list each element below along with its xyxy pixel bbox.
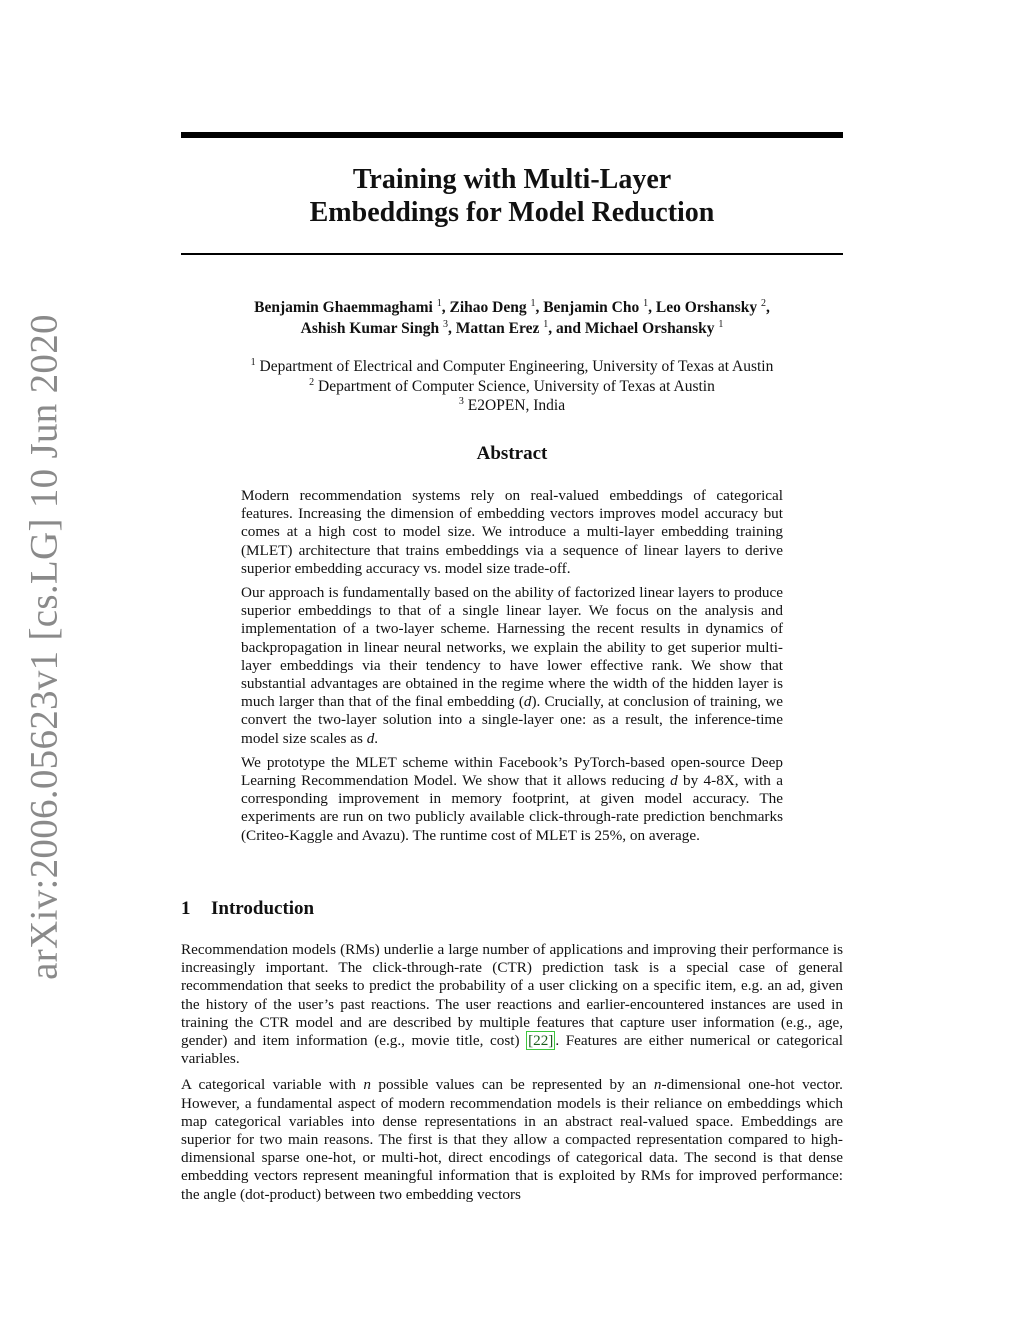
intro-paragraph: A categorical variable with n possible values can be represented by an n-dimensional one-hot vector. However, a fundamental aspect of modern recommendation models is their reliance on embeddings which map categorical variables into dense representations in an abstract real-valued space. Embeddings are superior for two main reasons. The first is that they allow a compacted representation compared to high-dimensional sparse one-hot, or multi-hot, direct encodings of categorical data. The second is that dense embedding vectors represent meaningful information that is exploited by RMs for improved performance: the angle (dot-product) between two embedding vectors	[181, 1076, 843, 1203]
title-top-rule	[181, 132, 843, 138]
abstract-heading: Abstract	[476, 443, 548, 464]
author-line-2: Ashish Kumar Singh $^3$, Mattan Erez $^1$, and Michael Orshansky $^1$	[300, 319, 724, 337]
affiliation-2: $^2$ Department of Computer Science, University of Texas at Austin	[309, 376, 715, 395]
citation-link[interactable]: [22]	[528, 1032, 554, 1050]
abstract-paragraph: Modern recommendation systems rely on real-valued embeddings of categorical features. Increasing the dimension of embedding vectors improves model accuracy but comes at a high cost to model size. We introduce a multi-layer embedding training (MLET) architecture that trains embeddings via a sequence of linear layers to derive superior embedding accuracy vs. model size trade-off.	[241, 487, 783, 577]
affiliation-3: $^3$ E2OPEN, India	[458, 396, 566, 414]
title-line-1: Training with Multi-Layer	[352, 164, 672, 195]
author-list	[150, 297, 874, 339]
affiliation-1: $^1$ Department of Electrical and Computer Engineering, University of Texas at Austin	[250, 357, 774, 375]
title-line-2: Embeddings for Model Reduction	[309, 197, 715, 228]
abstract-paragraph: We prototype the MLET scheme within Facebook’s PyTorch-based open-source Deep Learning Recommendation Model. We show that it allows reducing d by 4-8X, with a corresponding improvement in memory footprint, at given model accuracy. The experiments are run on two publicly available click-through-rate prediction benchmarks (Criteo-Kaggle and Avazu). The runtime cost of MLET is 25%, on average.	[241, 753, 783, 844]
arxiv-identifier: arXiv:2006.05623v1 [cs.LG] 10 Jun 2020	[22, 314, 66, 980]
paper-title	[181, 163, 843, 229]
section-heading-introduction: 1 Introduction	[181, 898, 315, 919]
abstract-paragraph: Our approach is fundamentally based on the ability of factorized linear layers to produce superior embeddings to that of a single linear layer. We focus on the analysis and implementation of a two-layer scheme. Harnessing the recent results in dynamics of backpropagation in linear neural networks, we explain the ability to get superior multi-layer embeddings via their tendency to have lower effective rank. We show that substantial advantages are obtained in the regime where the width of the hidden layer is much larger than that of the final embedding (d). Crucially, at conclusion of training, we convert the two-layer solution into a single-layer one: as a result, the inference-time model size scales as d.	[241, 584, 783, 747]
arxiv-sidebar	[0, 0, 90, 1325]
affiliations	[181, 357, 843, 416]
intro-paragraph: Recommendation models (RMs) underlie a large number of applications and improving their performance is increasingly important. The click-through-rate (CTR) prediction task is a special case of general recommendation that seeks to predict the probability of a user clicking on a specific item, e.g. an ad, given the history of the user’s past reactions. The user reactions and earlier-encountered instances are used in training the CTR model and are described by multiple features that capture user information (e.g., age, gender) and item information (e.g., movie title, cost) [22] . Features are either numerical or categorical variables.	[181, 941, 843, 1068]
introduction-body	[181, 941, 843, 1212]
abstract-body	[241, 487, 783, 851]
author-line-1: Benjamin Ghaemmaghami $^1$, Zihao Deng $^1$, Benjamin Cho $^1$, Leo Orshansky $^2$,	[254, 298, 770, 316]
title-bottom-rule	[181, 253, 843, 255]
